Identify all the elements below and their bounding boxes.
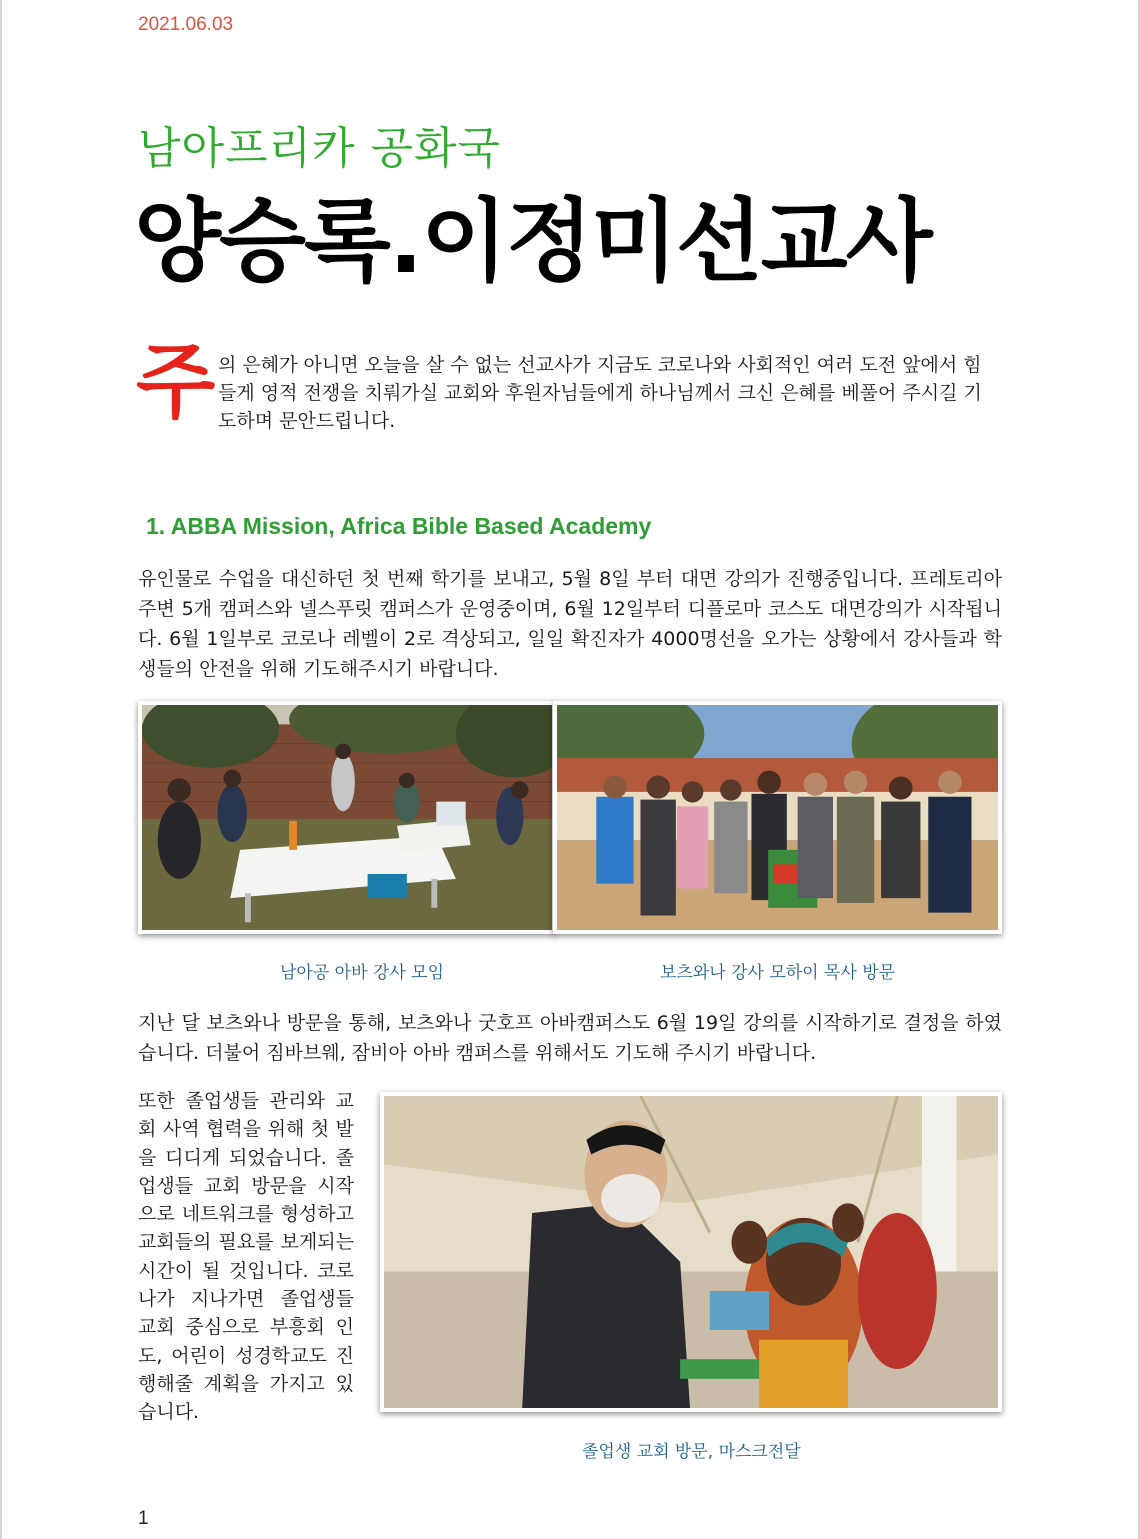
- caption-church-visit: 졸업생 교회 방문, 마스크전달: [582, 1442, 801, 1462]
- page-subtitle: 남아프리카 공화국: [138, 123, 502, 174]
- photo-church-visit: [380, 1092, 1002, 1412]
- page-edge-left: [0, 0, 2, 1539]
- section-heading: 1. ABBA Mission, Africa Bible Based Academy: [146, 513, 652, 539]
- section-paragraph-2: 지난 달 보츠와나 방문을 통해, 보츠와나 굿호프 아바캠퍼스도 6월 19일 강의를 시작하기로 결정을 하였습니다. 더불어 짐바브웨, 잠비아 아바 캠퍼스를 위해서도 기도해 주시기 바랍니다.: [138, 1012, 1002, 1064]
- date: 2021.06.03: [138, 14, 234, 35]
- photo-teacher-gathering-image: [142, 705, 552, 930]
- caption-botswana-visit: 보츠와나 강사 모하이 목사 방문: [660, 963, 896, 983]
- section-paragraph-1: 유인물로 수업을 대신하던 첫 번째 학기를 보내고, 5월 8일 부터 대면 강의가 진행중입니다. 프레토리아 주변 5개 캠퍼스와 넬스푸릿 캠퍼스가 운영중이며, 6월 12일부터 디플로마 코스도 대면강의가 시작됩니다. 6월 1일부로 코로나 레벨이 2로 격상되고, 일일 확진자가 4000명선을 오가는 상황에서 강사들과 학생들의 안전을 위해 기도해주시기 바랍니다.: [138, 568, 1002, 680]
- photo-teacher-gathering: [138, 701, 556, 934]
- section-paragraph-3: 또한 졸업생들 관리와 교회 사역 협력을 위해 첫 발을 디디게 되었습니다. 졸업생들 교회 방문을 시작으로 네트워크를 형성하고 교회들의 필요를 보게되는 시간이 될 것입니다. 코로나가 지나가면 졸업생들 교회 중심으로 부흥회 인도, 어린이 성경학교도 진행해줄 계획을 가지고 있습니다.: [138, 1090, 354, 1424]
- photo-church-visit-image: [384, 1096, 998, 1408]
- intro-dropcap: 주: [136, 335, 216, 430]
- page-number: 1: [138, 1508, 149, 1529]
- photo-botswana-visit-image: [557, 705, 998, 930]
- photo-botswana-visit: [553, 701, 1002, 934]
- page-title: 양승록.이정미선교사: [134, 189, 931, 294]
- caption-teacher-gathering: 남아공 아바 강사 모임: [280, 963, 445, 983]
- intro-text: 의 은혜가 아니면 오늘을 살 수 없는 선교사가 지금도 코로나와 사회적인 여러 도전 앞에서 힘들게 영적 전쟁을 치뤄가실 교회와 후원자님들에게 하나님께서 크신 은혜를 베풀어 주시길 기도하며 문안드립니다.: [218, 354, 982, 432]
